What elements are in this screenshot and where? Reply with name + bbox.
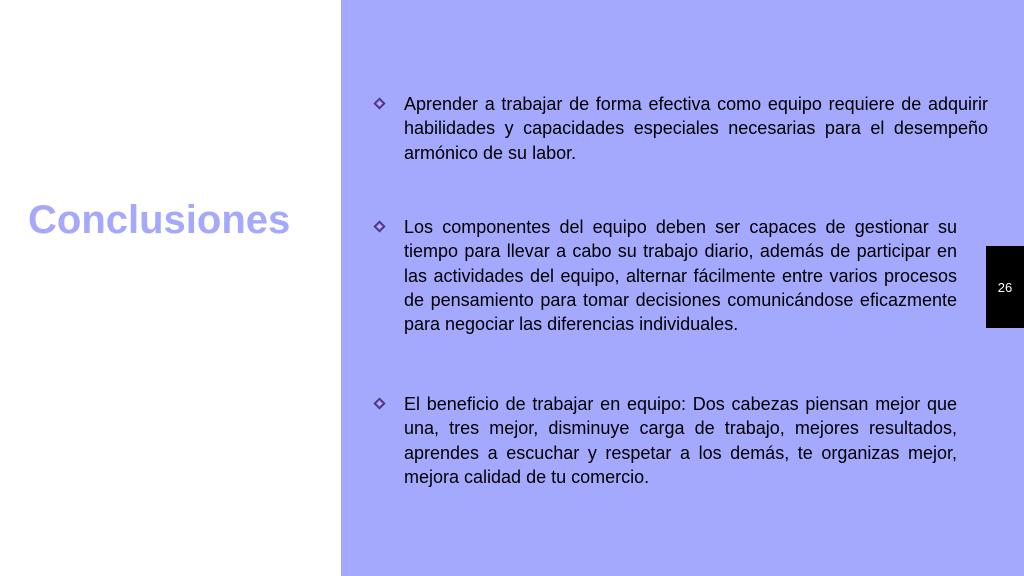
bullet-item: [404, 215, 957, 336]
bullet-item: [404, 392, 957, 489]
bullet-item: [404, 92, 988, 165]
bullet-text: Aprender a trabajar de forma efectiva como equipo requiere de adquirir habilidades y capacidades especiales necesarias para el desempeño armónico de su labor.: [404, 94, 988, 163]
diamond-bullet-icon: [373, 220, 386, 233]
bullet-text: El beneficio de trabajar en equipo: Dos cabezas piensan mejor que una, tres mejor, disminuye carga de trabajo, mejores resultados, aprendes a escuchar y respetar a los demás, te organizas mejor, mejora calidad de tu comercio.: [404, 394, 957, 487]
diamond-bullet-icon: [373, 97, 386, 110]
title-panel: [0, 0, 341, 576]
bullet-text: Los componentes del equipo deben ser capaces de gestionar su tiempo para llevar a cabo su trabajo diario, además de participar en las actividades del equipo, alternar fácilmente entre varios procesos de pensamiento para tomar decisiones comunicándose eficazmente para negociar las diferencias individuales.: [404, 217, 957, 335]
diamond-bullet-icon: [373, 397, 386, 410]
slide-title: Conclusiones: [28, 198, 291, 242]
page-number-badge: [986, 246, 1024, 328]
page-number: 26: [997, 280, 1013, 295]
